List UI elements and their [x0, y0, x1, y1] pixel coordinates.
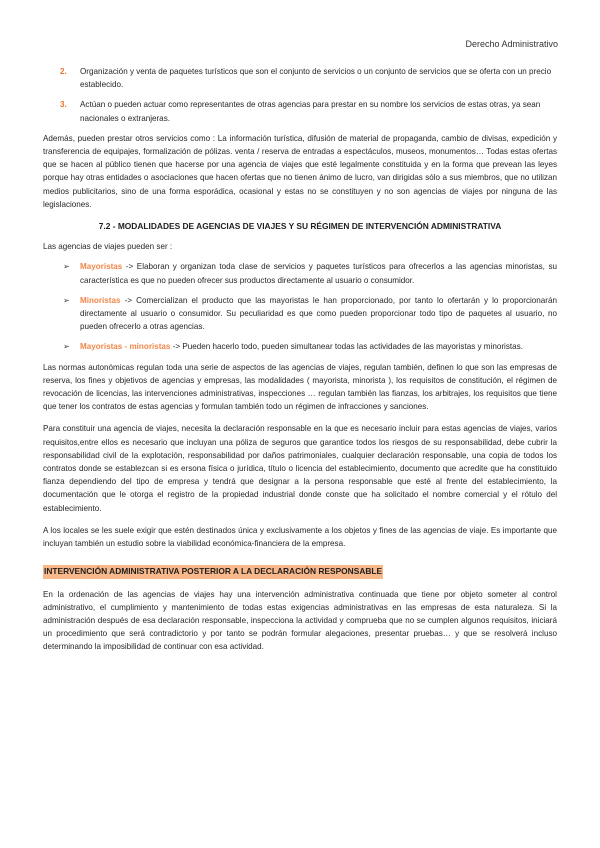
agency-types-intro: Las agencias de viajes pueden ser :: [43, 242, 173, 252]
numbered-item: [43, 65, 557, 91]
list-item: [43, 294, 557, 334]
paragraph-constitution: Para constituir una agencia de viajes, necesita la declaración responsable en la que es necesario incluir para estas agencias de viajes, varios requisitos,entre ellos es necesario que incluyan una póliza de seguros que garantice todos los riesgos de su responsabilidad, debe cubrir la responsabilidad civil de la explotación, responsabilidad por daños patrimoniales, cualquier declaración responsable, una copia de todos los contratos donde se establezcan si es ersona física o jurídica, título o licencia del establecimiento, documento que acredite que ha constituido fianza dependiendo del tipo de empresa y tendrá que designar a la persona responsable que esté al frente del establecimiento, la documentación que le otorga el registro de la propiedad industrial donde conste que ha solicitado el nombre comercial y el rótulo del establecimiento.: [43, 424, 557, 513]
arrow-bullet-icon: ➢: [63, 342, 70, 352]
document-body: [43, 65, 557, 663]
agency-type-term: Mayoristas: [80, 262, 123, 272]
item-number: 3.: [60, 100, 67, 110]
list-item: [43, 260, 557, 286]
paragraph-locals: A los locales se les suele exigir que estén destinados única y exclusivamente a los objetos y fines de las agencias de viaje. Es importante que incluyan también un estudio sobre la viabilidad económica-financiera de la empresa.: [43, 525, 557, 549]
list-item: [43, 340, 557, 353]
agency-type-term: Mayoristas - minoristas: [80, 342, 171, 352]
agency-type-term: Minoristas: [80, 295, 121, 305]
arrow-bullet-icon: ➢: [63, 295, 70, 305]
highlighted-heading: INTERVENCIÓN ADMINISTRATIVA POSTERIOR A LA DECLARACIÓN RESPONSABLE: [43, 565, 383, 578]
page-header-subject: Derecho Administrativo: [465, 39, 558, 49]
paragraph-norms: Las normas autonómicas regulan toda una serie de aspectos de las agencias de viajes, regulan también, definen lo que son las empresas de reserva, los fines y objetivos de agencias y empresas, las modalidades ( mayorista, minorista ), los requisitos de constitución, el régimen de revocación de licencias, las intervenciones administrativas, inspecciones … regulan también las fianzas, los arbitrajes, los requisitos que tiene que tener los contratos de estas agencias y formulan también todo un régimen de infracciones y sanciones.: [43, 362, 557, 412]
agency-type-description: -> Comercializan el producto que las mayoristas le han proporcionado, por tanto lo ofertarán y lo proporcionarán directamente al usuario o consumidor. Su peculiaridad es que como pueden proporcionar todo tipo de paquetes al usuario, no pueden ofrecerlo a otras agencias.: [80, 295, 557, 332]
agency-type-description: -> Pueden hacerlo todo, pueden simultanear todas las actividades de las mayoristas y minoristas.: [170, 342, 523, 352]
item-number: 2.: [60, 67, 67, 76]
section-title: 7.2 - MODALIDADES DE AGENCIAS DE VIAJES Y SU RÉGIMEN DE INTERVENCIÓN ADMINISTRATIVA: [98, 221, 502, 232]
paragraph-final: En la ordenación de las agencias de viajes hay una intervención administrativa continuada que tiene por objeto someter al control administrativo, el cumplimiento y mantenimiento de todas estas exigencias administrativas en las empresas de esta naturaleza. Si la administración después de esa declaración responsable, inspecciona la actividad y comprueba que no se cumplen algunos requisitos, iniciará un procedimiento que será contradictorio y por tanto se podrán formular alegaciones, presentar pruebas… y que se resolverá incluso determinando la imposibilidad de continuar con esa actividad.: [43, 589, 557, 652]
paragraph-services: Además, pueden prestar otros servicios como : La información turística, difusión de material de propaganda, cambio de divisas, expedición y transferencia de equipajes, formalización de pólizas. venta / reserva de entradas a espectáculos, museos, monumentos… Todas estas ofertas que se hacen al público tienen que hacerse por una agencia de viajes que esté legalmente constituida y en la forma que prevean las leyes porque hay otras entidades o asociaciones que hacen ofertas que no tienen ánimo de lucro, van dirigidas sólo a sus miembros, que no utilizan medios publicitarios, sino de una forma esporádica, ocasional y estas no se constituyen y no son agencias de viajes por ninguna de las legislaciones.: [43, 133, 557, 209]
item-text: Actúan o pueden actuar como representantes de otras agencias para prestar en su nombre los servicios de estas otras, ya sean nacionales o extranjeras.: [80, 100, 541, 123]
arrow-bullet-icon: ➢: [63, 262, 70, 272]
item-text: Organización y venta de paquetes turísticos que son el conjunto de servicios o un conjunto de servicios que se oferta con un precio establecido.: [80, 67, 552, 90]
agency-type-description: -> Elaboran y organizan toda clase de servicios y paquetes turísticos para ofrecerlos a las agencias minoristas, su característica es que no pueden ofrecer sus productos directamente al usuario o consumidor.: [80, 262, 557, 285]
numbered-item: [43, 98, 557, 124]
